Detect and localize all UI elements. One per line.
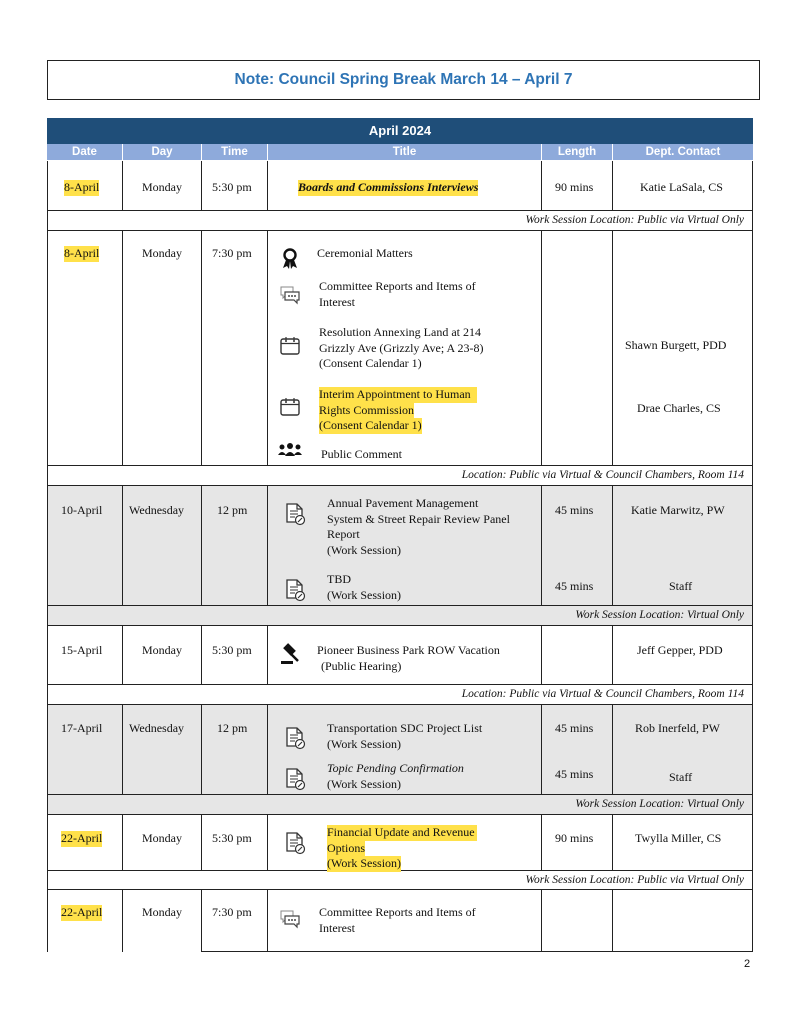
- contact-cell: Katie LaSala, CS: [640, 180, 723, 194]
- contact-cell: Twylla Miller, CS: [635, 831, 722, 845]
- date-cell: 10-April: [61, 503, 103, 517]
- agenda-item-subtitle: (Consent Calendar 1): [319, 418, 422, 432]
- calendar-icon: [278, 334, 302, 358]
- table-row: [47, 626, 753, 685]
- day-cell: Monday: [142, 180, 182, 194]
- agenda-item-title: Committee Reports and Items of: [319, 905, 476, 919]
- location-note: Work Session Location: Public via Virtual Only: [47, 871, 753, 890]
- date-cell: 8-April: [64, 246, 100, 260]
- location-note: Location: Public via Virtual & Council Chambers, Room 114: [47, 466, 753, 486]
- date-cell: 17-April: [61, 721, 103, 735]
- length-cell: 45 mins: [555, 503, 594, 517]
- col-length: Length: [541, 144, 612, 160]
- location-note: Work Session Location: Public via Virtual Only: [47, 211, 753, 231]
- time-cell: 12 pm: [217, 503, 248, 517]
- table-row: [47, 815, 753, 871]
- day-cell: Wednesday: [129, 503, 185, 517]
- length-cell: 90 mins: [555, 831, 594, 845]
- table-row: [47, 486, 753, 606]
- table-row: [47, 231, 753, 466]
- agenda-item-title-cont: Interest: [319, 920, 355, 935]
- day-cell: Monday: [142, 643, 182, 657]
- people-icon: [276, 442, 304, 462]
- agenda-item-title: Topic Pending Confirmation: [327, 761, 464, 775]
- location-note: Work Session Location: Virtual Only: [47, 606, 753, 626]
- agenda-item-title-cont: Report: [327, 527, 360, 541]
- document-edit-icon: [283, 767, 307, 791]
- location-note: Location: Public via Virtual & Council Chambers, Room 114: [47, 685, 753, 705]
- agenda-item-title: Pioneer Business Park ROW Vacation: [317, 643, 500, 657]
- document-edit-icon: [283, 726, 307, 750]
- agenda-item-subtitle: (Consent Calendar 1): [319, 356, 422, 370]
- table-header: [47, 144, 753, 161]
- length-cell: 90 mins: [555, 180, 594, 194]
- date-cell: 15-April: [61, 643, 103, 657]
- agenda-item-title-cont: Interest: [319, 294, 355, 309]
- col-date: Date: [72, 146, 97, 158]
- agenda-item-subtitle: (Public Hearing): [321, 658, 402, 673]
- time-cell: 12 pm: [217, 721, 248, 735]
- contact-cell: Drae Charles, CS: [637, 401, 721, 415]
- day-cell: Wednesday: [129, 721, 185, 735]
- agenda-item-title: Transportation SDC Project List: [327, 721, 483, 735]
- gavel-icon: [279, 642, 303, 666]
- col-day: Day: [122, 144, 201, 160]
- agenda-item-title: Financial Update and Revenue: [327, 825, 475, 839]
- day-cell: Monday: [142, 831, 182, 845]
- contact-cell: Jeff Gepper, PDD: [637, 643, 723, 657]
- contact-cell: Rob Inerfeld, PW: [635, 721, 720, 735]
- col-contact: Dept. Contact: [612, 144, 753, 160]
- day-cell: Monday: [142, 246, 182, 260]
- agenda-item-subtitle: (Work Session): [327, 587, 402, 602]
- contact-cell: Staff: [669, 579, 693, 593]
- day-cell: Monday: [142, 905, 182, 919]
- agenda-item-title: Resolution Annexing Land at 214: [319, 325, 481, 339]
- col-time: Time: [201, 144, 267, 160]
- agenda-item-title-cont: Rights Commission: [319, 402, 415, 417]
- date-cell: 8-April: [64, 180, 100, 194]
- table-row: [47, 705, 753, 795]
- table-row: [47, 890, 753, 952]
- document-edit-icon: [283, 502, 307, 526]
- table-row: [47, 161, 753, 211]
- col-title: Title: [267, 144, 541, 160]
- agenda-item-title-cont: System & Street Repair Review Panel: [327, 511, 510, 526]
- spring-break-note: Note: Council Spring Break March 14 – April 7: [47, 60, 760, 100]
- agenda-item-title-cont: Options: [327, 840, 366, 855]
- time-cell: 7:30 pm: [212, 905, 252, 919]
- month-banner: April 2024: [47, 118, 753, 144]
- agenda-item-title-cont: Grizzly Ave (Grizzly Ave; A 23-8): [319, 340, 484, 355]
- contact-cell: Staff: [669, 770, 693, 784]
- document-edit-icon: [283, 578, 307, 602]
- document-edit-icon: [283, 831, 307, 855]
- agenda-item-title: Interim Appointment to Human: [319, 387, 477, 403]
- time-cell: 5:30 pm: [212, 831, 252, 845]
- agenda-item-title: Ceremonial Matters: [317, 246, 413, 260]
- agenda-item-title: Annual Pavement Management: [327, 496, 479, 510]
- length-cell: 45 mins: [555, 767, 594, 781]
- calendar-icon: [278, 395, 302, 419]
- length-cell: 45 mins: [555, 721, 594, 735]
- contact-cell: Shawn Burgett, PDD: [625, 338, 727, 352]
- speech-bubble-icon: [278, 283, 302, 307]
- agenda-item-subtitle: (Work Session): [327, 856, 402, 870]
- agenda-item-subtitle: (Work Session): [327, 736, 402, 751]
- page-number: 2: [744, 958, 751, 970]
- agenda-item-title: Committee Reports and Items of: [319, 279, 476, 293]
- time-cell: 7:30 pm: [212, 246, 252, 260]
- date-cell: 22-April: [61, 905, 103, 919]
- time-cell: 5:30 pm: [212, 180, 252, 194]
- time-cell: 5:30 pm: [212, 643, 252, 657]
- agenda-item-subtitle: (Work Session): [327, 776, 402, 791]
- length-cell: 45 mins: [555, 579, 594, 593]
- agenda-item-title: TBD: [327, 572, 351, 586]
- title-cell: Boards and Commissions Interviews: [298, 180, 479, 194]
- location-note: Work Session Location: Virtual Only: [47, 795, 753, 815]
- date-cell: 22-April: [61, 831, 103, 845]
- contact-cell: Katie Marwitz, PW: [631, 503, 725, 517]
- agenda-item-subtitle: (Work Session): [327, 542, 402, 557]
- agenda-item-title: Public Comment: [321, 447, 402, 461]
- ribbon-icon: [278, 247, 302, 271]
- speech-bubble-icon: [278, 907, 302, 931]
